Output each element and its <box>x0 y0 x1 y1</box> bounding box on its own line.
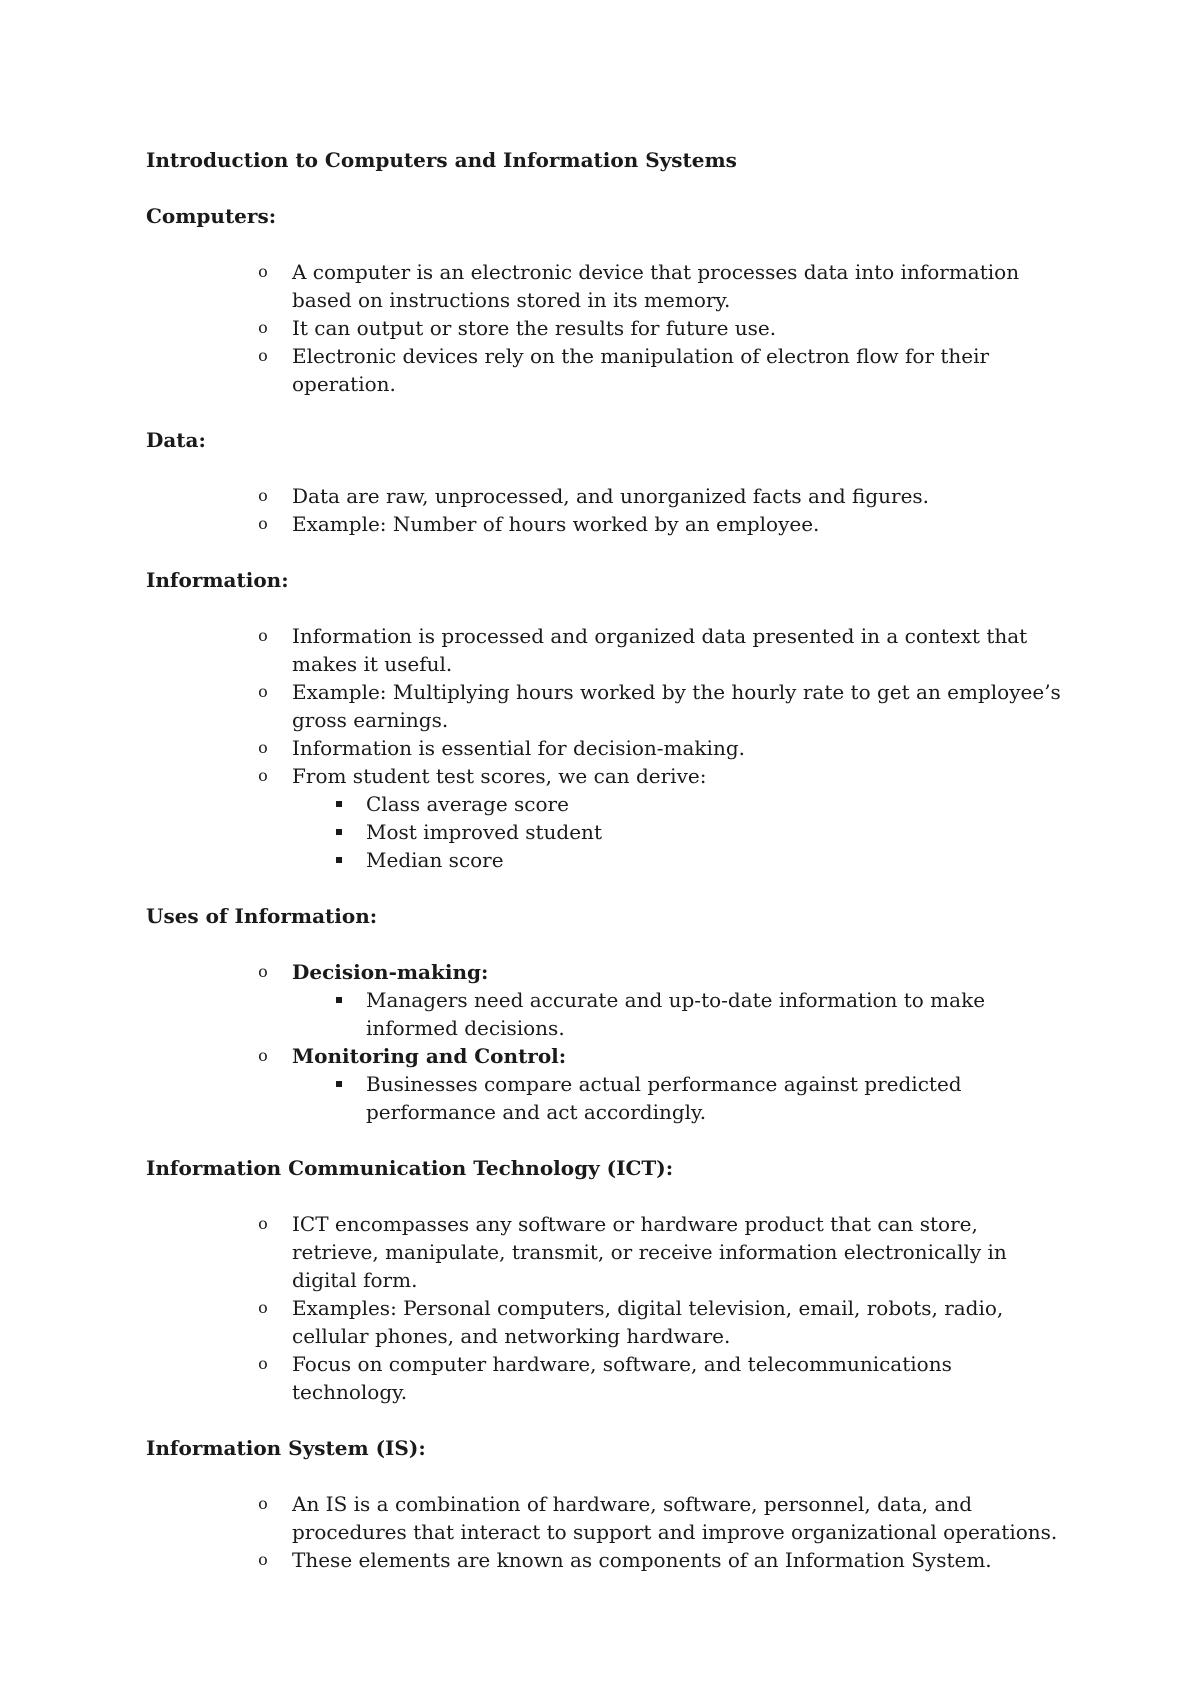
bullet-list <box>146 622 1066 874</box>
circle-bullet-icon: o <box>258 1298 268 1317</box>
list-item <box>258 958 1066 1042</box>
circle-bullet-icon: o <box>258 486 268 505</box>
list-item <box>258 1490 1066 1546</box>
section-heading: Uses of Information: <box>146 904 378 928</box>
circle-bullet-icon: o <box>258 766 268 785</box>
list-item-text: Examples: Personal computers, digital television, email, robots, radio, cellular phones, and networking hardware. <box>292 1296 1004 1348</box>
square-bullet-icon <box>336 1081 342 1087</box>
bullet-list <box>146 258 1066 398</box>
list-item <box>258 258 1066 314</box>
bullet-list <box>146 958 1066 1126</box>
list-item-text: A computer is an electronic device that processes data into information based on instructions stored in its memory. <box>292 260 1020 312</box>
sub-list-item-text: Median score <box>366 848 504 872</box>
document-body <box>146 202 1066 1574</box>
section-heading: Information System (IS): <box>146 1436 426 1460</box>
list-item-text: These elements are known as components of an Information System. <box>292 1548 992 1572</box>
circle-bullet-icon: o <box>258 738 268 757</box>
sub-list-item-text: Class average score <box>366 792 569 816</box>
list-item <box>258 622 1066 678</box>
circle-bullet-icon: o <box>258 1046 268 1065</box>
list-item <box>258 762 1066 874</box>
square-bullet-icon <box>336 829 342 835</box>
sub-list-item <box>366 790 1066 818</box>
circle-bullet-icon: o <box>258 1550 268 1569</box>
list-item-text: Decision-making: <box>292 960 489 984</box>
circle-bullet-icon: o <box>258 682 268 701</box>
list-item-text: Monitoring and Control: <box>292 1044 567 1068</box>
circle-bullet-icon: o <box>258 346 268 365</box>
bullet-list <box>146 1210 1066 1406</box>
document-page <box>146 146 1066 1602</box>
section <box>146 902 1066 1126</box>
list-item-text: Example: Number of hours worked by an employee. <box>292 512 820 536</box>
square-bullet-icon <box>336 997 342 1003</box>
circle-bullet-icon: o <box>258 962 268 981</box>
list-item-text: Focus on computer hardware, software, and telecommunications technology. <box>292 1352 952 1404</box>
list-item <box>258 1210 1066 1294</box>
list-item-text: Information is essential for decision-making. <box>292 736 745 760</box>
section-heading: Information: <box>146 568 289 592</box>
section <box>146 1434 1066 1574</box>
list-item <box>258 1042 1066 1126</box>
document-title: Introduction to Computers and Information Systems <box>146 148 737 172</box>
section <box>146 566 1066 874</box>
list-item-text: Information is processed and organized data presented in a context that makes it useful. <box>292 624 1028 676</box>
sub-bullet-list <box>292 986 1066 1042</box>
sub-list-item <box>366 846 1066 874</box>
circle-bullet-icon: o <box>258 626 268 645</box>
list-item-text: An IS is a combination of hardware, software, personnel, data, and procedures that interact to support and improve organizational operations. <box>292 1492 1058 1544</box>
list-item <box>258 1350 1066 1406</box>
list-item-text: It can output or store the results for future use. <box>292 316 777 340</box>
circle-bullet-icon: o <box>258 1214 268 1233</box>
list-item <box>258 1546 1066 1574</box>
sub-list-item <box>366 986 1066 1042</box>
list-item <box>258 734 1066 762</box>
bullet-list <box>146 1490 1066 1574</box>
section <box>146 202 1066 398</box>
list-item <box>258 342 1066 398</box>
square-bullet-icon <box>336 801 342 807</box>
circle-bullet-icon: o <box>258 262 268 281</box>
section <box>146 426 1066 538</box>
list-item <box>258 1294 1066 1350</box>
list-item-text: From student test scores, we can derive: <box>292 764 707 788</box>
list-item-text: ICT encompasses any software or hardware product that can store, retrieve, manipulate, transmit, or receive information electronically in digital form. <box>292 1212 1007 1292</box>
section-heading: Computers: <box>146 204 277 228</box>
list-item-text: Example: Multiplying hours worked by the hourly rate to get an employee’s gross earnings. <box>292 680 1061 732</box>
square-bullet-icon <box>336 857 342 863</box>
section-heading: Information Communication Technology (ICT): <box>146 1156 674 1180</box>
section-heading: Data: <box>146 428 206 452</box>
sub-list-item-text: Most improved student <box>366 820 602 844</box>
sub-list-item <box>366 1070 1066 1126</box>
sub-list-item-text: Businesses compare actual performance against predicted performance and act accordingly. <box>366 1072 962 1124</box>
bullet-list <box>146 482 1066 538</box>
list-item-text: Data are raw, unprocessed, and unorganized facts and figures. <box>292 484 930 508</box>
section <box>146 1154 1066 1406</box>
circle-bullet-icon: o <box>258 318 268 337</box>
sub-bullet-list <box>292 1070 1066 1126</box>
circle-bullet-icon: o <box>258 1354 268 1373</box>
sub-list-item <box>366 818 1066 846</box>
sub-bullet-list <box>292 790 1066 874</box>
circle-bullet-icon: o <box>258 514 268 533</box>
list-item <box>258 510 1066 538</box>
list-item <box>258 314 1066 342</box>
sub-list-item-text: Managers need accurate and up-to-date information to make informed decisions. <box>366 988 986 1040</box>
list-item <box>258 482 1066 510</box>
list-item <box>258 678 1066 734</box>
circle-bullet-icon: o <box>258 1494 268 1513</box>
list-item-text: Electronic devices rely on the manipulation of electron flow for their operation. <box>292 344 990 396</box>
